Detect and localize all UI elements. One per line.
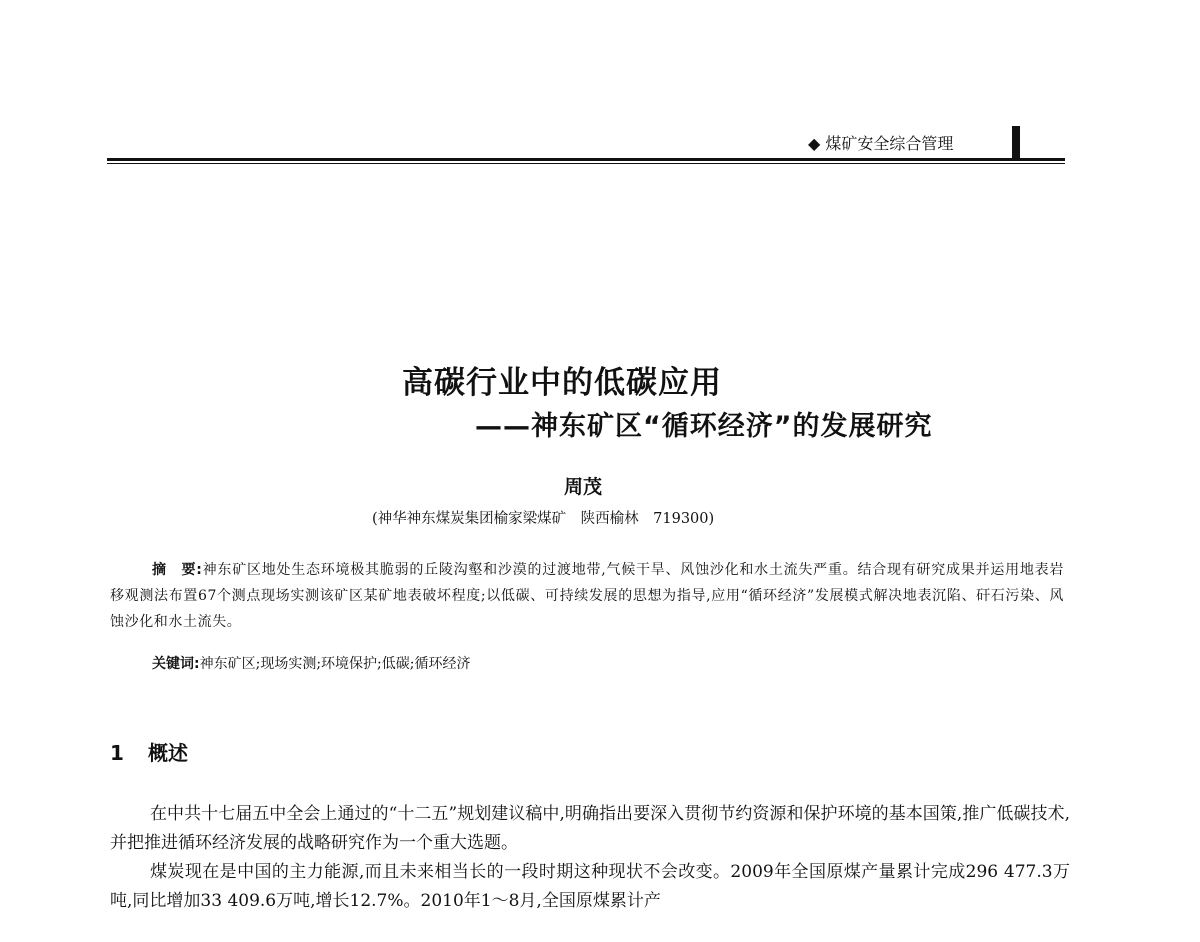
keywords [152, 652, 470, 676]
header-rule-thin [107, 163, 1065, 164]
section-number: 1 [110, 741, 124, 765]
article-title: 高碳行业中的低碳应用 [402, 365, 722, 401]
author-name: 周茂 [564, 476, 603, 498]
header-rule-thick [107, 158, 1065, 161]
keywords-text: 神东矿区;现场实测;环境保护;低碳;循环经济 [199, 656, 471, 672]
author-affiliation: (神华神东煤炭集团榆家梁煤矿 陕西榆林 719300) [372, 511, 715, 527]
section-heading [110, 738, 188, 768]
article-subtitle: ——神东矿区“循环经济”的发展研究 [475, 411, 933, 442]
keywords-label: 关键词: [152, 656, 200, 672]
section-title: 概述 [148, 741, 188, 765]
body-paragraph: 煤炭现在是中国的主力能源,而且未来相当长的一段时期这种现状不会改变。2009年全国原煤产量累计完成296 477.3万吨,同比增加33 409.6万吨,增长12.7%。2010年1～8月,全国原煤累计产 [110, 862, 1070, 911]
header-bar [1012, 126, 1020, 159]
abstract-label: 摘 要: [152, 562, 203, 578]
abstract-text: 神东矿区地处生态环境极其脆弱的丘陵沟壑和沙漠的过渡地带,气候干旱、风蚀沙化和水土流失严重。结合现有研究成果并运用地表岩移观测法布置67个测点现场实测该矿区某矿地表破坏程度;以低碳、可持续发展的思想为指导,应用“循环经济”发展模式解决地表沉陷、矸石污染、风蚀沙化和水土流失。 [110, 562, 1064, 630]
abstract [110, 557, 1064, 635]
running-header: ◆ 煤矿安全综合管理 [808, 134, 954, 153]
body-paragraph: 在中共十七届五中全会上通过的“十二五”规划建议稿中,明确指出要深入贯彻节约资源和保护环境的基本国策,推广低碳技术,并把推进循环经济发展的战略研究作为一个重大选题。 [110, 804, 1070, 853]
body-text [110, 800, 1070, 916]
